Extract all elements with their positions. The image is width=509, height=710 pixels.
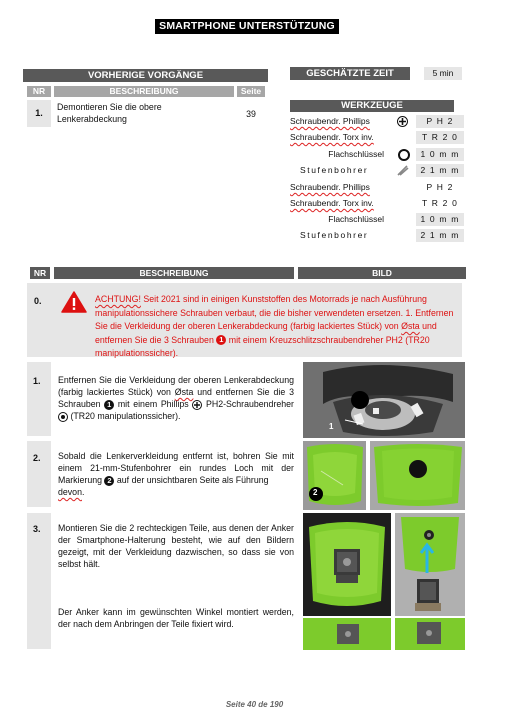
photo-anchor-mounted xyxy=(303,513,391,616)
step-text-part: . xyxy=(81,487,85,497)
marker-2-icon: 2 xyxy=(104,476,114,486)
warning-label: ACHTUNG! xyxy=(95,294,141,304)
step-text xyxy=(58,374,294,422)
photo-green-cover-hole xyxy=(370,441,465,510)
tool-value: P H 2 xyxy=(426,182,454,192)
photo-handlebar-cover xyxy=(303,362,465,438)
time-label: GESCHÄTZTE ZEIT xyxy=(290,67,410,80)
tool-name: Schraubendr. Torx inv. xyxy=(290,198,374,208)
step-nr-cell xyxy=(27,441,51,507)
page-title: SMARTPHONE UNTERSTÜTZUNG xyxy=(155,19,339,34)
prev-row-nr-cell xyxy=(27,100,51,127)
step-text-part: PH2-Schraubendreher xyxy=(202,399,294,409)
marker-1-icon: 1 xyxy=(104,400,114,410)
warning-text-part: und entfernen Sie die 3 Schrauben xyxy=(95,321,437,345)
main-col-desc: BESCHREIBUNG xyxy=(54,267,294,279)
tool-name: Stufenbohrer xyxy=(300,230,369,240)
prev-row-nr: 1. xyxy=(35,108,43,118)
step-nr-cell xyxy=(27,362,51,436)
tool-name: Schraubendr. Phillips xyxy=(290,182,370,192)
photo-label: 1 xyxy=(329,422,334,431)
photo-cover-front-right xyxy=(395,618,465,650)
warning-text-part: Seit 2021 sind in einigen Kunststoffen des Motorrads je nach Ausführung manipulationssichere Schrauben verbaut, die die bisher verwendeten ersetzen. 1. Entfernen Sie die Verkleidung der oberen Lenkerabdeckung (farbig lackiertes Stück) von xyxy=(95,294,454,331)
warning-nr: 0. xyxy=(34,296,42,306)
warning-word: Østa xyxy=(401,321,420,331)
main-col-img: BILD xyxy=(298,267,466,279)
tool-name: Flachschlüssel xyxy=(328,149,384,159)
tool-value: 2 1 m m xyxy=(416,164,464,177)
step-text-part: auf der unsichtbaren Seite als Führung xyxy=(114,475,269,485)
warning-icon xyxy=(61,291,87,318)
torx-icon xyxy=(58,412,68,422)
photo-label: 2 xyxy=(313,488,318,497)
tool-name: Flachschlüssel xyxy=(328,214,384,224)
tool-name: Stufenbohrer xyxy=(300,165,369,175)
tools-header: WERKZEUGE xyxy=(290,100,454,112)
photo-anchor-parts xyxy=(395,513,465,616)
step-text: Der Anker kann im gewünschten Winkel montiert werden, der nach dem Anbringen der Teile fixiert wird. xyxy=(58,607,294,629)
step-text-part: und entfernen Sie die 3 Schrauben xyxy=(58,387,294,409)
tool-value: 1 0 m m xyxy=(416,213,464,226)
prev-col-page: Seite xyxy=(237,86,265,97)
prev-row-page: 39 xyxy=(246,109,256,119)
tool-value: 2 1 m m xyxy=(416,229,464,242)
prev-ops-header: VORHERIGE VORGÄNGE xyxy=(23,69,268,82)
prev-col-nr: NR xyxy=(27,86,51,97)
photo-green-cover-back xyxy=(303,441,366,510)
step-nr: 1. xyxy=(33,376,41,386)
tool-value: T R 2 0 xyxy=(421,198,459,208)
prev-row-desc: Demontieren Sie die obere Lenkerabdeckung xyxy=(57,102,162,124)
step-text-part: (TR20 manipulationssicher). xyxy=(68,411,181,421)
time-value: 5 min xyxy=(424,67,462,80)
tool-value: T R 2 0 xyxy=(416,131,464,144)
phillips-icon xyxy=(397,116,408,127)
step-nr: 3. xyxy=(33,524,41,534)
warning-text xyxy=(95,293,465,361)
photo-cover-front-left xyxy=(303,618,391,650)
tool-value: P H 2 xyxy=(416,115,464,128)
drill-icon xyxy=(397,165,409,180)
prev-col-desc: BESCHREIBUNG xyxy=(54,86,234,97)
step-text-part: Sobald die Lenkerverkleidung entfernt ist, bohren Sie mit einem 21-mm-Stufenbohrer ein rundes Loch mit der Markierung xyxy=(58,451,294,485)
step-nr: 2. xyxy=(33,453,41,463)
step-text xyxy=(58,450,294,498)
tool-name: Schraubendr. Torx inv. xyxy=(290,132,374,142)
ring-icon xyxy=(398,149,410,161)
tool-value: 1 0 m m xyxy=(416,148,464,161)
marker-1-icon: 1 xyxy=(216,335,226,345)
step-word: Østa xyxy=(174,387,194,397)
tool-name: Schraubendr. Phillips xyxy=(290,116,370,126)
step-word: devon xyxy=(58,487,82,497)
step-text-part: mit einem Phillips xyxy=(114,399,193,409)
warning-text-part: mit einem Kreuzschlitzschraubendreher PH2 (TR20 manipulationssicher). xyxy=(95,334,430,358)
page-footer: Seite 40 de 190 xyxy=(225,700,284,709)
step-text-part: Entfernen Sie die Verkleidung der oberen Lenkerabdeckung (farbig lackiertes Stück) von xyxy=(58,375,294,397)
phillips-icon xyxy=(192,400,202,410)
step-text: Montieren Sie die 2 rechteckigen Teile, aus denen der Anker der Smartphone-Halterung besteht, wie auf den Bildern gezeigt, mit der Verkleidung dazwischen, so dass sie von selbst hält. xyxy=(58,523,294,569)
main-col-nr: NR xyxy=(30,267,50,279)
